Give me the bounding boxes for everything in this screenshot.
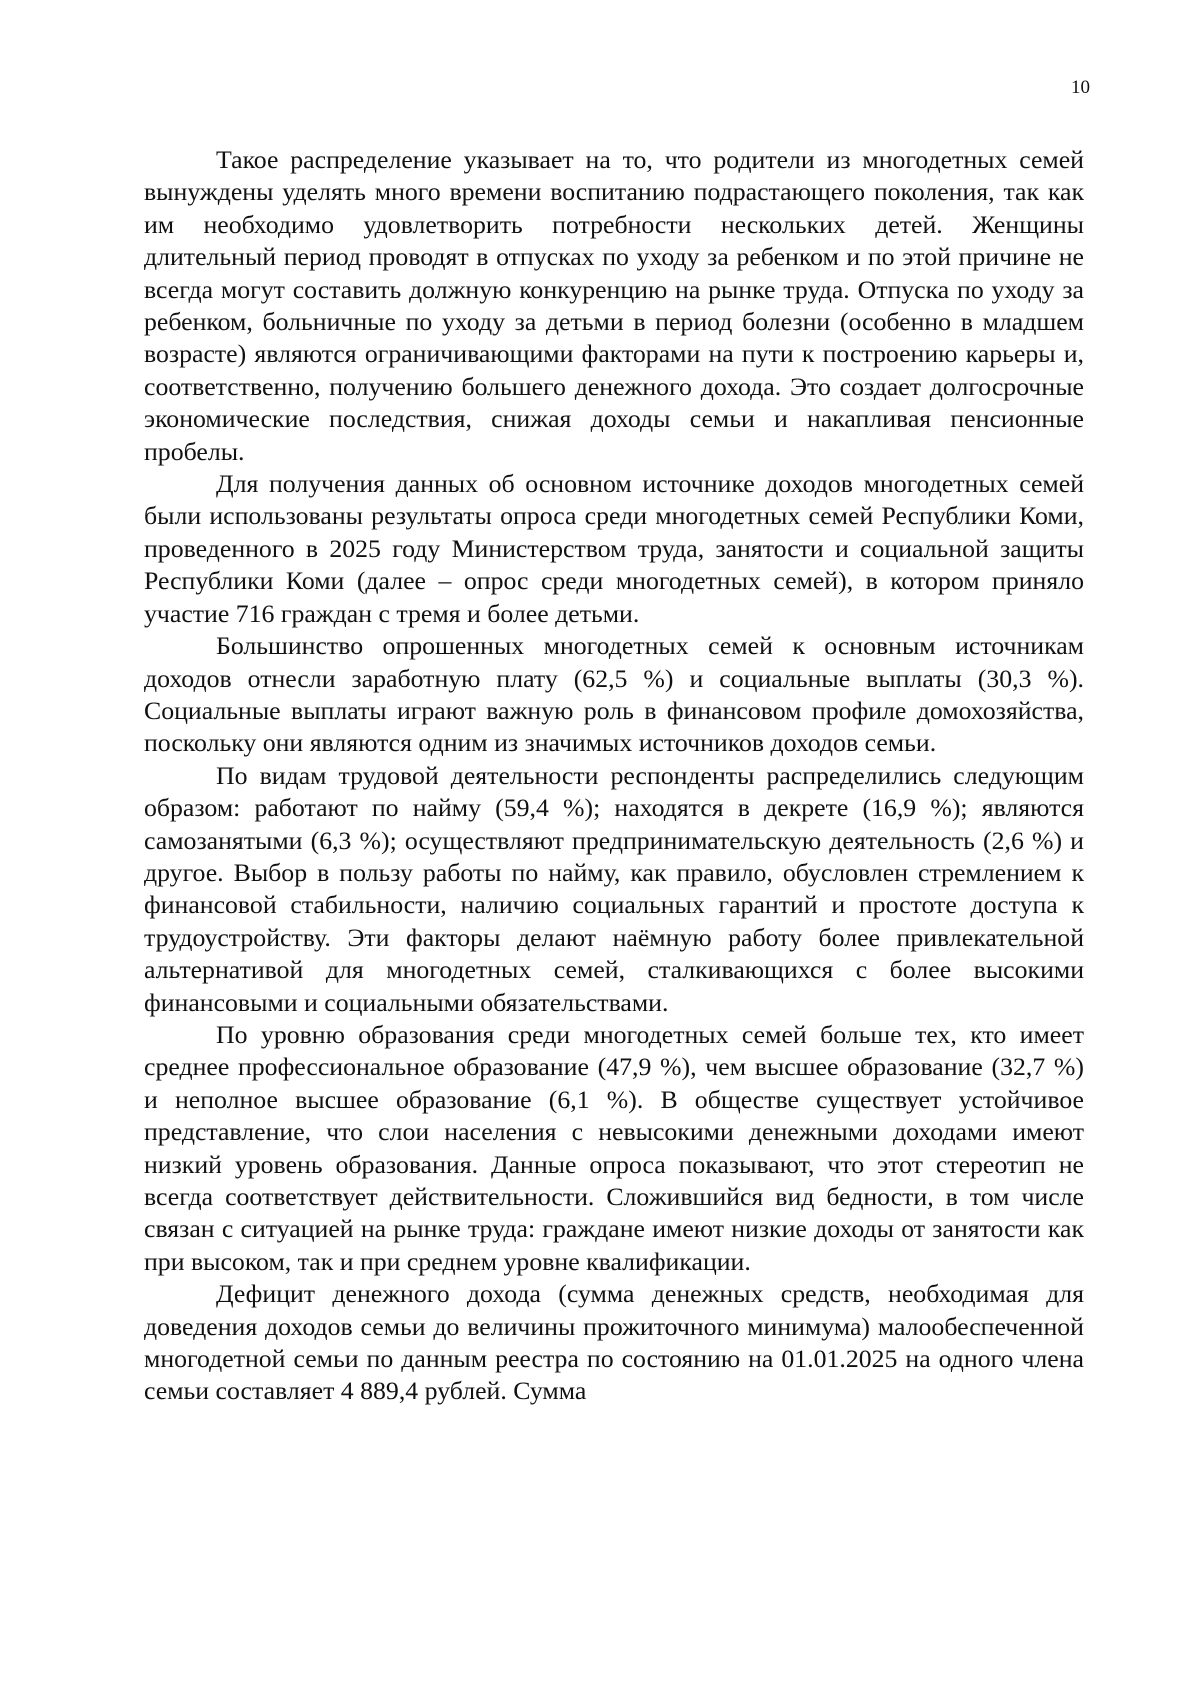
paragraph-3: Большинство опрошенных многодетных семей к основным источникам доходов отнесли заработную плату (62,5 %) и социальные выплаты (30,3 %). Социальные выплаты играют важную роль в финансовом профиле домохозяйства, поскольку они являются одним из значимых источников доходов семьи.	[144, 631, 1084, 758]
page-number: 10	[1071, 77, 1090, 98]
paragraph-1: Такое распределение указывает на то, что родители из многодетных семей вынуждены уделять много времени воспитанию подрастающего поколения, так как им необходимо удовлетворить потребности нескольких детей. Женщины длительный период проводят в отпусках по уходу за ребенком и по этой причине не всегда могут составить должную конкуренцию на рынке труда. Отпуска по уходу за ребенком, больничные по уходу за детьми в период болезни (особенно в младшем возрасте) являются ограничивающими факторами на пути к построению карьеры и, соответственно, получению большего денежного дохода. Это создает долгосрочные экономические последствия, снижая доходы семьи и накапливая пенсионные пробелы.	[144, 145, 1084, 466]
body-text	[144, 144, 1084, 1408]
paragraph-6: Дефицит денежного дохода (сумма денежных средств, необходимая для доведения доходов семьи до величины прожиточного минимума) малообеспеченной многодетной семьи по данным реестра по состоянию на 01.01.2025 на одного члена семьи составляет 4 889,4 рублей. Сумма	[144, 1279, 1084, 1406]
paragraph-2: Для получения данных об основном источнике доходов многодетных семей были использованы результаты опроса среди многодетных семей Республики Коми, проведенного в 2025 году Министерством труда, занятости и социальной защиты Республики Коми (далее – опрос среди многодетных семей), в котором приняло участие 716 граждан с тремя и более детьми.	[144, 469, 1084, 628]
paragraph-4: По видам трудовой деятельности респонденты распределились следующим образом: работают по найму (59,4 %); находятся в декрете (16,9 %); являются самозанятыми (6,3 %); осуществляют предпринимательскую деятельность (2,6 %) и другое. Выбор в пользу работы по найму, как правило, обусловлен стремлением к финансовой стабильности, наличию социальных гарантий и простоте доступа к трудоустройству. Эти факторы делают наёмную работу более привлекательной альтернативой для многодетных семей, сталкивающихся с более высокими финансовыми и социальными обязательствами.	[144, 760, 1084, 1017]
paragraph-5: По уровню образования среди многодетных семей больше тех, кто имеет среднее профессиональное образование (47,9 %), чем высшее образование (32,7 %) и неполное высшее образование (6,1 %). В обществе существует устойчивое представление, что слои населения с невысокими денежными доходами имеют низкий уровень образования. Данные опроса показывают, что этот стереотип не всегда соответствует действительности. Сложившийся вид бедности, в том числе связан с ситуацией на рынке труда: граждане имеют низкие доходы от занятости как при высоком, так и при среднем уровне квалификации.	[144, 1019, 1084, 1276]
